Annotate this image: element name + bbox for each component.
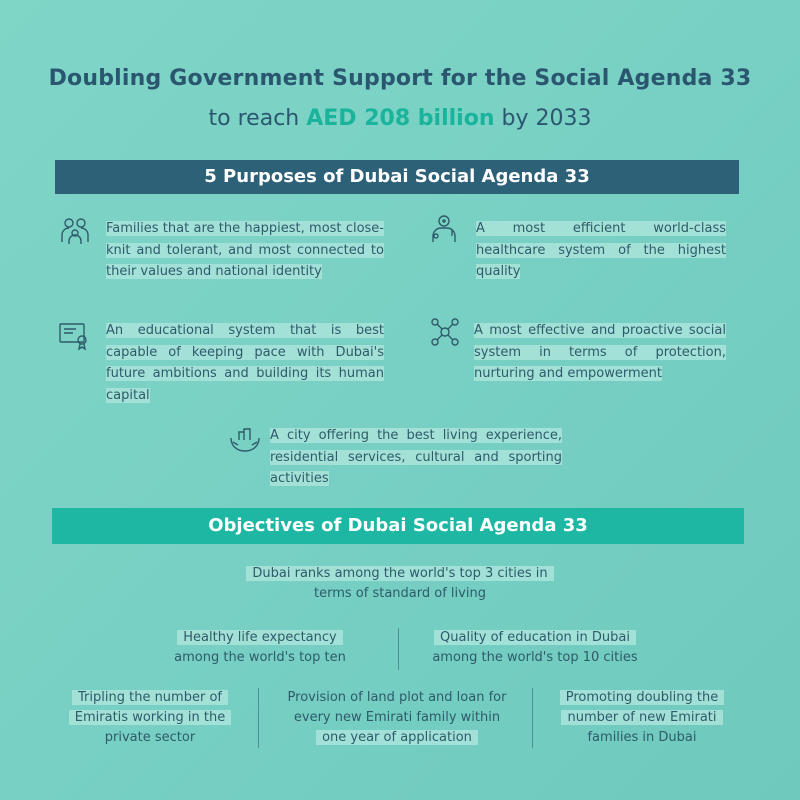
objective-standard-of-living-line2: terms of standard of living [314,586,486,601]
education-certificate-icon [57,318,91,352]
divider-bottom-right [532,688,533,748]
objective-families-line1: Promoting doubling the [560,690,724,705]
subtitle-prefix: to reach [208,106,300,131]
purpose-healthcare [476,218,726,283]
objectives-heading: Objectives of Dubai Social Agenda 33 [52,508,744,544]
page-subtitle [0,106,800,131]
divider-bottom-left [258,688,259,748]
objective-life-expectancy-line2: among the world's top ten [174,650,346,665]
divider-middle [398,628,399,670]
purpose-healthcare-text: A most efficient world-class healthcare system of the highest quality [476,221,726,279]
city-hands-icon [228,422,262,456]
family-icon [58,214,92,248]
objective-life-expectancy-line1: Healthy life expectancy [177,630,342,645]
objective-land-line2: every new Emirati family within [293,710,501,725]
objective-education-quality-line1: Quality of education in Dubai [434,630,636,645]
healthcare-icon [427,212,461,246]
objective-land-line3: one year of application [316,730,478,745]
purpose-family [106,218,384,283]
subtitle-highlight-amount: AED 208 billion [306,106,495,131]
purpose-education-text: An educational system that is best capable of keeping pace with Dubai's future ambitions and building its human capital [106,323,384,403]
objective-standard-of-living [160,564,640,604]
objective-emiratis-line1: Tripling the number of [72,690,228,705]
subtitle-suffix: by 2033 [501,106,592,131]
objective-education-quality-line2: among the world's top 10 cities [432,650,638,665]
objective-emiratis-private-sector [60,688,240,748]
purposes-heading: 5 Purposes of Dubai Social Agenda 33 [55,160,739,194]
objective-education-quality [420,628,650,668]
objective-emiratis-line2: Emiratis working in the [69,710,231,725]
social-network-icon [428,315,462,349]
objective-emiratis-line3: private sector [104,730,196,745]
objective-families-line3: families in Dubai [587,730,697,745]
objective-land-plot-loan [272,688,522,748]
objective-land-line1: Provision of land plot and loan for [287,690,507,705]
objective-families-line2: number of new Emirati [561,710,722,725]
purpose-education [106,320,384,406]
purpose-city-living [270,425,562,490]
objective-life-expectancy [150,628,370,668]
objective-standard-of-living-line1: Dubai ranks among the world's top 3 cities in [246,566,553,581]
purpose-city-living-text: A city offering the best living experience, residential services, cultural and sporting activities [270,428,562,486]
objective-doubling-families [552,688,732,748]
purpose-social-system-text: A most effective and proactive social system in terms of protection, nurturing and empowerment [474,323,726,381]
purpose-social-system [474,320,726,385]
purpose-family-text: Families that are the happiest, most close-knit and tolerant, and most connected to their values and national identity [106,221,384,279]
page-title: Doubling Government Support for the Social Agenda 33 [48,66,752,91]
